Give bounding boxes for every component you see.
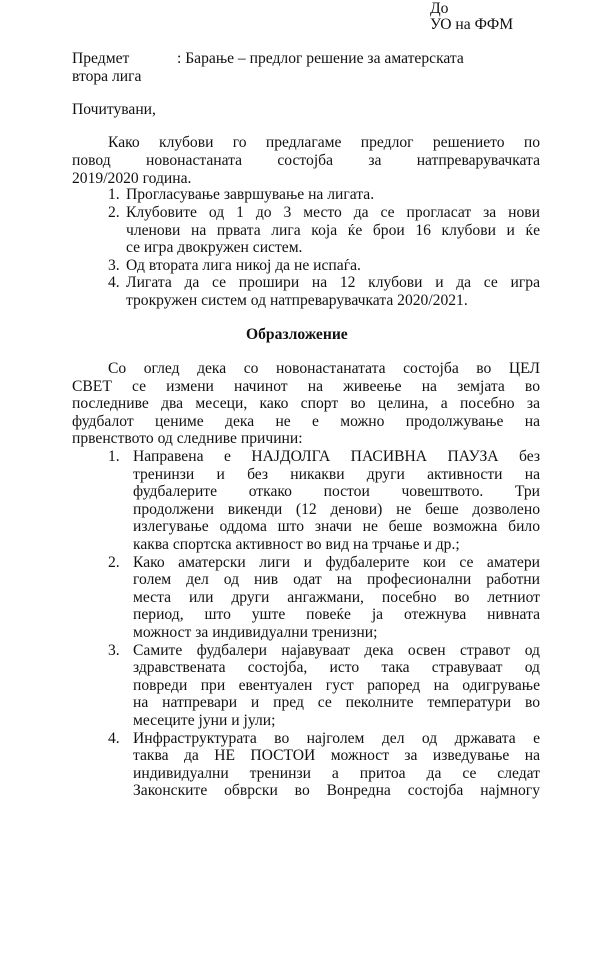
- reason-line: тренинзи и без никакви други активности на: [133, 465, 540, 483]
- subject-text: : Барање – предлог решение за аматерската: [177, 50, 464, 68]
- proposal-line: трокружен систем од натпреварувачката 2020/2021.: [126, 292, 468, 309]
- reason-line: Направена е НАЈДОЛГА ПАСИВНА ПАУЗА без: [133, 448, 540, 465]
- proposal-number: 3.: [108, 256, 120, 274]
- subject-label-continuation: втора лига: [72, 68, 142, 85]
- intro-line: 2019/2020 година.: [72, 169, 192, 187]
- recipient-org: УО на ФФМ: [430, 16, 514, 33]
- reason-number: 4.: [108, 729, 120, 747]
- explanation-heading: Образложение: [246, 325, 348, 343]
- reason-line: месеците јуни и јули;: [133, 712, 276, 729]
- proposal-line: членови на првата лига која ќе брои 16 клубови и ќе: [126, 221, 540, 239]
- proposal-line: Од втората лига никој да не испаѓа.: [126, 256, 361, 274]
- reason-line: продолжени викенди (12 денови) не беше дозволено: [133, 500, 540, 518]
- reason-line: таква да НЕ ПОСТОИ можност за изведување на: [133, 747, 540, 765]
- reason-line: индивидуални тренинзи а притоа да се следат: [133, 764, 540, 782]
- explanation-line: СВЕТ се измени начинот на живеење на земјата во: [72, 377, 540, 395]
- reason-line: излегување оддома што значи не беше возможна било: [133, 518, 540, 536]
- reason-line: Законските обврски во Вонредна состојба најмногу: [133, 782, 540, 800]
- reason-number: 3.: [108, 641, 120, 659]
- reason-line: голем дел од нив одат на професионални работни: [133, 571, 540, 589]
- reason-line: можност за индивидуални тренизни;: [133, 624, 378, 641]
- reason-number: 1.: [108, 448, 120, 465]
- explanation-line: Со оглед дека со новонастанатата состојба во ЦЕЛ: [108, 360, 540, 377]
- reason-line: Како аматерски лиги и фудбалерите кои се аматери: [133, 553, 540, 571]
- reason-line: места или други ангажмани, посебно во летниот: [133, 588, 540, 606]
- proposal-number: 2.: [108, 204, 120, 221]
- proposal-line: Прогласување завршување на лигата.: [126, 186, 375, 204]
- reason-line: Самите фудбалери најавуваат дека освен стравот од: [133, 641, 540, 659]
- subject-label: Предмет: [72, 50, 130, 68]
- intro-line: Како клубови го предлагаме предлог решението по: [108, 134, 540, 152]
- explanation-line: последниве два месеци, како спорт во целина, а посебно за: [72, 395, 540, 413]
- proposal-number: 1.: [108, 186, 120, 204]
- intro-line: повод новонастаната состојба за натпреварувачката: [72, 152, 540, 169]
- proposal-line: Лигата да се прошири на 12 клубови и да се игра: [126, 274, 540, 292]
- reason-line: фудбалерите откако постои човештвото. Три: [133, 483, 540, 501]
- reason-line: на натпревари и пред се пеколните температури во: [133, 694, 540, 712]
- proposal-line: се игра двокружен систем.: [126, 239, 303, 257]
- explanation-line: фудбалот цениме дека не е можно продолжување на: [72, 412, 540, 430]
- reason-line: здравствената состојба, исто така стравуваат од: [133, 659, 540, 677]
- reason-line: каква спортска активност во вид на трчање и др.;: [133, 536, 460, 553]
- reason-line: повреди при евентуален густ рапоред на одигрување: [133, 676, 540, 694]
- proposal-line: Клубовите од 1 до 3 место да се прогласат за нови: [126, 204, 540, 221]
- greeting: Почитувани,: [72, 100, 156, 118]
- recipient-to: До: [430, 0, 449, 17]
- proposal-number: 4.: [108, 274, 120, 292]
- reason-number: 2.: [108, 553, 120, 571]
- explanation-line: првенството од следниве причини:: [72, 430, 303, 448]
- reason-line: Инфраструктурата во најголем дел од државата е: [133, 729, 540, 747]
- reason-line: период, што уште повеќе ја отежнува нивната: [133, 606, 540, 624]
